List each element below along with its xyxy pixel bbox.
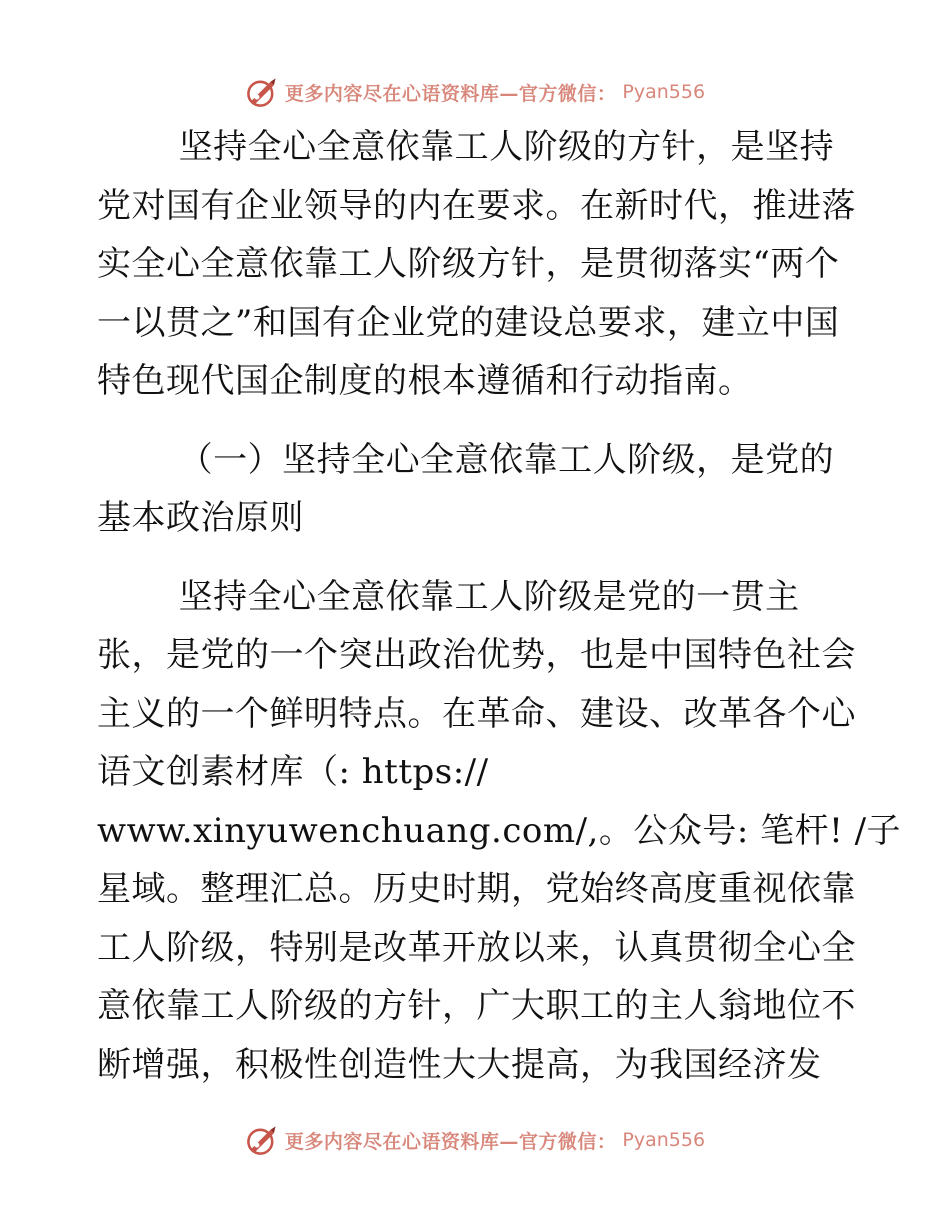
text-line: 主义的一个鲜明特点。在革命、建设、改革各个心 <box>97 693 856 734</box>
paragraph-2 <box>97 568 902 1095</box>
text-line: 断增强，积极性创造性大大提高，为我国经济发 <box>97 1044 822 1085</box>
text-line: 党对国有企业领导的内在要求。在新时代，推进落 <box>97 185 856 226</box>
paragraph-1 <box>97 118 857 411</box>
header-watermark-banner <box>0 72 950 112</box>
text-line: 特色现代国企制度的根本遵循和行动指南。 <box>97 361 753 401</box>
text-line: 基本政治原则 <box>97 498 304 538</box>
pen-logo-icon <box>245 1123 279 1157</box>
section-heading <box>97 431 857 548</box>
text-line: 张，是党的一个突出政治优势，也是中国特色社会 <box>97 635 856 675</box>
text-line: 星域。整理汇总。历史时期，党始终高度重视依靠 <box>97 869 856 909</box>
text-line: 工人阶级，特别是改革开放以来，认真贯彻全心全 <box>97 927 856 968</box>
text-line: 坚持全心全意依靠工人阶级的方针，是坚持 <box>178 127 835 167</box>
pen-logo-icon <box>245 75 279 109</box>
text-line: （一）坚持全心全意依靠工人阶级，是党的 <box>178 439 835 480</box>
text-line: 语文创素材库（: https:// <box>97 752 489 792</box>
text-line: www.xinyuwenchuang.com/,。公众号: 笔杆! /子 <box>97 810 902 851</box>
document-body <box>97 118 902 1094</box>
footer-watermark-banner <box>0 1120 950 1160</box>
banner-text: 更多内容尽在心语资料库—官方微信： <box>284 82 617 105</box>
banner-wechat-id: Pyan556 <box>622 1129 706 1151</box>
text-line: 实全心全意依靠工人阶级方针，是贯彻落实“两个 <box>97 244 840 284</box>
text-line: 意依靠工人阶级的方针，广大职工的主人翁地位不 <box>97 986 856 1026</box>
banner-text: 更多内容尽在心语资料库—官方微信： <box>284 1130 617 1153</box>
text-line: 坚持全心全意依靠工人阶级是党的一贯主 <box>178 576 800 617</box>
banner-wechat-id: Pyan556 <box>622 81 706 103</box>
text-line: 一以贯之”和国有企业党的建设总要求，建立中国 <box>97 302 840 343</box>
